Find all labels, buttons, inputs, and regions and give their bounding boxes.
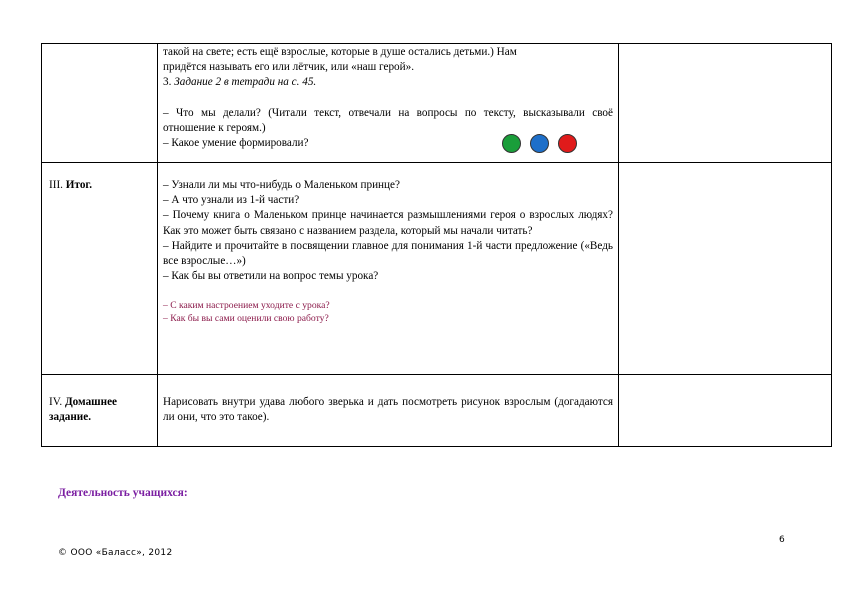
reflection-line: – Как бы вы сами оценили свою работу? — [163, 313, 329, 325]
green-dot-icon — [502, 134, 521, 153]
stage-cell — [42, 375, 158, 447]
question-line: – А что узнали из 1-й части? — [163, 194, 300, 207]
question-line: – Найдите и прочитайте в посвящении главное для понимания 1-й части предложение («Ведь все взрослые…») — [163, 239, 613, 268]
stage-number: III. — [49, 179, 66, 191]
red-dot-icon — [558, 134, 577, 153]
copyright-notice: © ООО «Баласс», 2012 — [58, 548, 173, 558]
section-heading: Деятельность учащихся: — [58, 487, 188, 499]
question-line: – Как бы вы ответили на вопрос темы урока? — [163, 270, 379, 283]
reflection-line: – С каким настроением уходите с урока? — [163, 300, 330, 312]
notes-cell — [619, 375, 832, 447]
color-dots — [502, 134, 577, 153]
stage-cell — [42, 44, 158, 163]
homework-text: Нарисовать внутри удава любого зверька и дать посмотреть рисунок взрослым (догадаются ли они, что это такое). — [163, 396, 613, 424]
question-line: – Почему книга о Маленьком принце начинается размышлениями героя о взрослых людях? Как это может быть связано с названием раздела, который мы начали читать? — [163, 209, 613, 237]
stage-title: Домашнее задание. — [49, 396, 118, 424]
content-cell — [158, 375, 619, 447]
content-cell — [158, 163, 619, 375]
task-number: 3. — [163, 76, 175, 89]
stage-title: Итог. — [65, 179, 93, 191]
notes-cell — [619, 44, 832, 163]
lesson-plan-table — [41, 43, 832, 447]
table-row — [42, 375, 832, 447]
blue-dot-icon — [530, 134, 549, 153]
page-number: 6 — [779, 535, 785, 545]
notes-cell — [619, 163, 832, 375]
stage-number: IV. — [49, 396, 65, 408]
table-row — [42, 163, 832, 375]
task-text: Задание 2 в тетради на с. 45. — [174, 76, 317, 89]
question-line: – Что мы делали? (Читали текст, отвечали на вопросы по тексту, высказывали своё отношение к героям.) — [163, 106, 613, 134]
question-line: – Какое умение формировали? — [163, 137, 309, 150]
task-line — [163, 75, 613, 90]
stage-cell — [42, 163, 158, 375]
table-row — [42, 44, 832, 163]
question-line: – Узнали ли мы что-нибудь о Маленьком принце? — [163, 179, 400, 191]
text-line: придётся называть его или лётчик, или «наш герой». — [163, 61, 415, 74]
text-line: такой на свете; есть ещё взрослые, которые в душе остались детьми.) Нам — [163, 46, 517, 58]
